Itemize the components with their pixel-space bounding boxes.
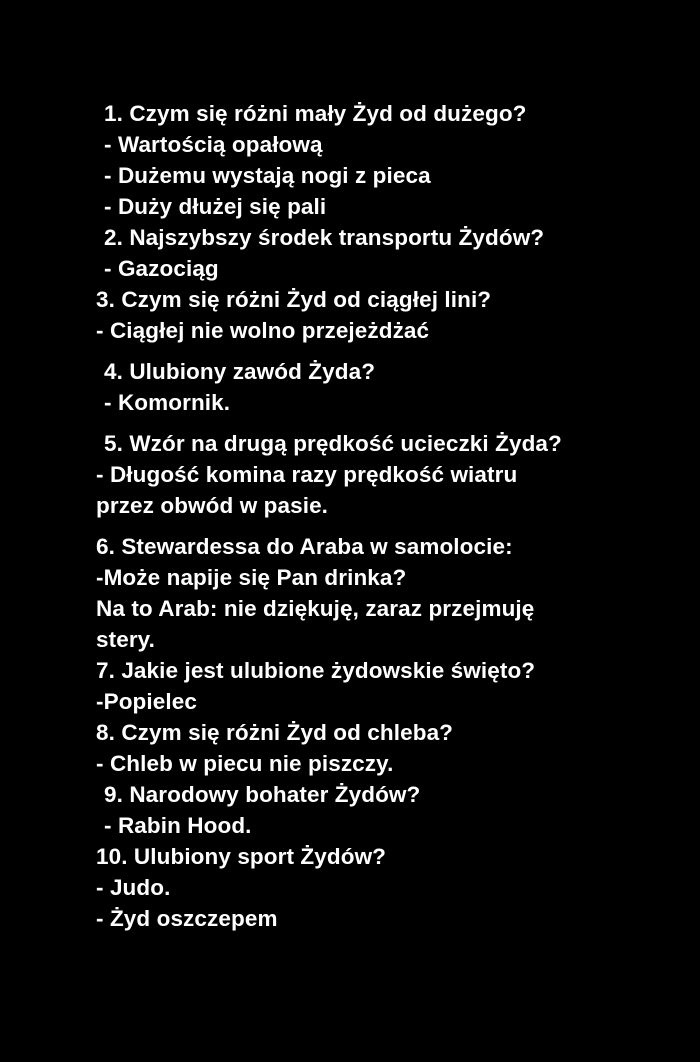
text-line: - Komornik. — [104, 390, 231, 415]
text-line: 6. Stewardessa do Araba w samolocie: — [96, 534, 513, 559]
text-line: -Może napije się Pan drinka? — [96, 565, 407, 590]
text-line: przez obwód w pasie. — [96, 493, 329, 518]
text-line: - Gazociąg — [104, 256, 219, 281]
text-line: 2. Najszybszy środek transportu Żydów? — [104, 225, 545, 250]
text-line: 9. Narodowy bohater Żydów? — [104, 782, 421, 807]
text-line: - Żyd oszczepem — [96, 906, 278, 931]
text-line: 1. Czym się różni mały Żyd od dużego? — [104, 101, 527, 126]
text-line: stery. — [96, 627, 155, 652]
text-line: - Duży dłużej się pali — [104, 194, 327, 219]
text-line: 8. Czym się różni Żyd od chleba? — [96, 720, 454, 745]
joke-text-block — [96, 98, 616, 934]
text-line: Na to Arab: nie dziękuję, zaraz przejmuję — [96, 596, 535, 621]
text-line: 5. Wzór na drugą prędkość ucieczki Żyda? — [104, 431, 562, 456]
text-line: - Judo. — [96, 875, 171, 900]
text-line: - Rabin Hood. — [104, 813, 252, 838]
text-line: - Wartością opałową — [104, 132, 323, 157]
text-line: -Popielec — [96, 689, 197, 714]
text-line: 4. Ulubiony zawód Żyda? — [104, 359, 376, 384]
text-line: 10. Ulubiony sport Żydów? — [96, 844, 387, 869]
text-line: - Chleb w piecu nie piszczy. — [96, 751, 394, 776]
text-line: 7. Jakie jest ulubione żydowskie święto? — [96, 658, 536, 683]
text-line: - Dużemu wystają nogi z pieca — [104, 163, 431, 188]
text-line: - Ciągłej nie wolno przejeżdżać — [96, 318, 430, 343]
text-line: 3. Czym się różni Żyd od ciągłej lini? — [96, 287, 492, 312]
text-line: - Długość komina razy prędkość wiatru — [96, 462, 518, 487]
